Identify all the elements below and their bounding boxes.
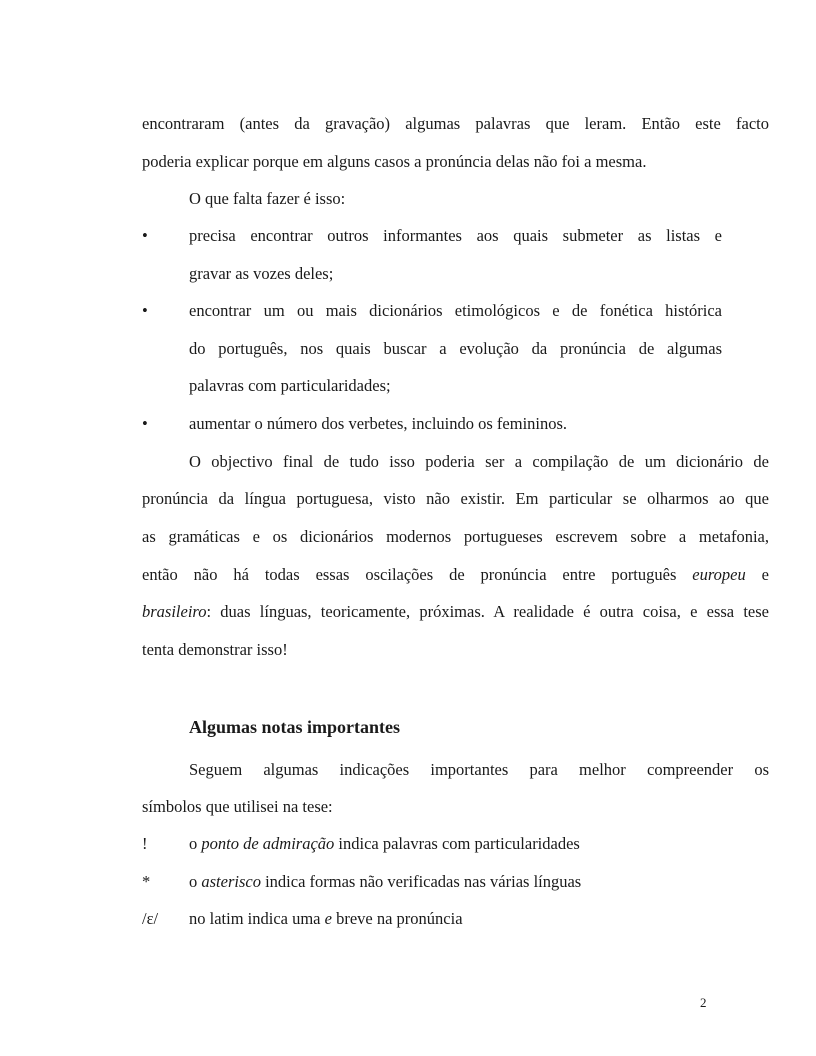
paragraph-line: símbolos que utilisei na tese: — [142, 797, 333, 816]
paragraph-line: O objectivo final de tudo isso poderia ser a compilação de um dicionário de — [189, 452, 769, 471]
text-run: no latim indica uma — [189, 909, 321, 928]
list-item-line: do português, nos quais buscar a evolução da pronúncia de algumas — [189, 339, 722, 358]
todo-intro: O que falta fazer é isso: — [189, 189, 346, 208]
symbol-label: ! — [142, 834, 148, 853]
emphasis-text: brasileiro — [142, 602, 207, 621]
emphasis-text: asterisco — [201, 872, 261, 891]
bullet-icon: • — [142, 226, 148, 245]
emphasis-text: europeu — [692, 565, 746, 584]
text-run: o — [189, 872, 198, 891]
paragraph-line: as gramáticas e os dicionários modernos portugueses escrevem sobre a metafonia, — [142, 527, 769, 546]
text-run: o — [189, 834, 198, 853]
symbol-label: * — [142, 872, 151, 891]
bullet-icon: • — [142, 301, 148, 320]
text-run: indica formas não verificadas nas várias línguas — [265, 872, 582, 891]
symbol-description — [189, 909, 769, 929]
section-heading: Algumas notas importantes — [189, 717, 401, 737]
paragraph-line: Seguem algumas indicações importantes para melhor compreender os — [189, 760, 769, 779]
bullet-icon: • — [142, 414, 148, 433]
paragraph-line: pronúncia da língua portuguesa, visto não existir. Em particular se olharmos ao que — [142, 489, 769, 508]
paragraph-line: tenta demonstrar isso! — [142, 640, 288, 659]
emphasis-text: e — [324, 909, 332, 928]
text-run: então não há todas essas oscilações de pronúncia entre português — [142, 565, 677, 584]
paragraph-line: encontraram (antes da gravação) algumas palavras que leram. Então este facto — [142, 114, 769, 133]
paragraph-line — [142, 565, 769, 585]
list-item-line: aumentar o número dos verbetes, incluindo os femininos. — [189, 414, 568, 433]
list-item-line: precisa encontrar outros informantes aos quais submeter as listas e — [189, 226, 722, 245]
paragraph-line — [142, 602, 769, 622]
list-item-line: palavras com particularidades; — [189, 376, 391, 395]
list-item-line: gravar as vozes deles; — [189, 264, 334, 283]
symbol-label: /ɛ/ — [142, 909, 159, 928]
symbol-description — [189, 872, 769, 892]
symbol-description — [189, 834, 769, 854]
paragraph-line: poderia explicar porque em alguns casos a pronúncia delas não foi a mesma. — [142, 152, 647, 171]
text-run: indica palavras com particularidades — [338, 834, 580, 853]
text-run: : duas línguas, teoricamente, próximas. A realidade é outra coisa, e essa tese — [206, 602, 769, 621]
page-number: 2 — [700, 995, 707, 1010]
emphasis-text: ponto de admiração — [201, 834, 335, 853]
text-run: breve na pronúncia — [336, 909, 463, 928]
list-item-line: encontrar um ou mais dicionários etimológicos e de fonética histórica — [189, 301, 722, 320]
text-run: e — [761, 565, 769, 584]
